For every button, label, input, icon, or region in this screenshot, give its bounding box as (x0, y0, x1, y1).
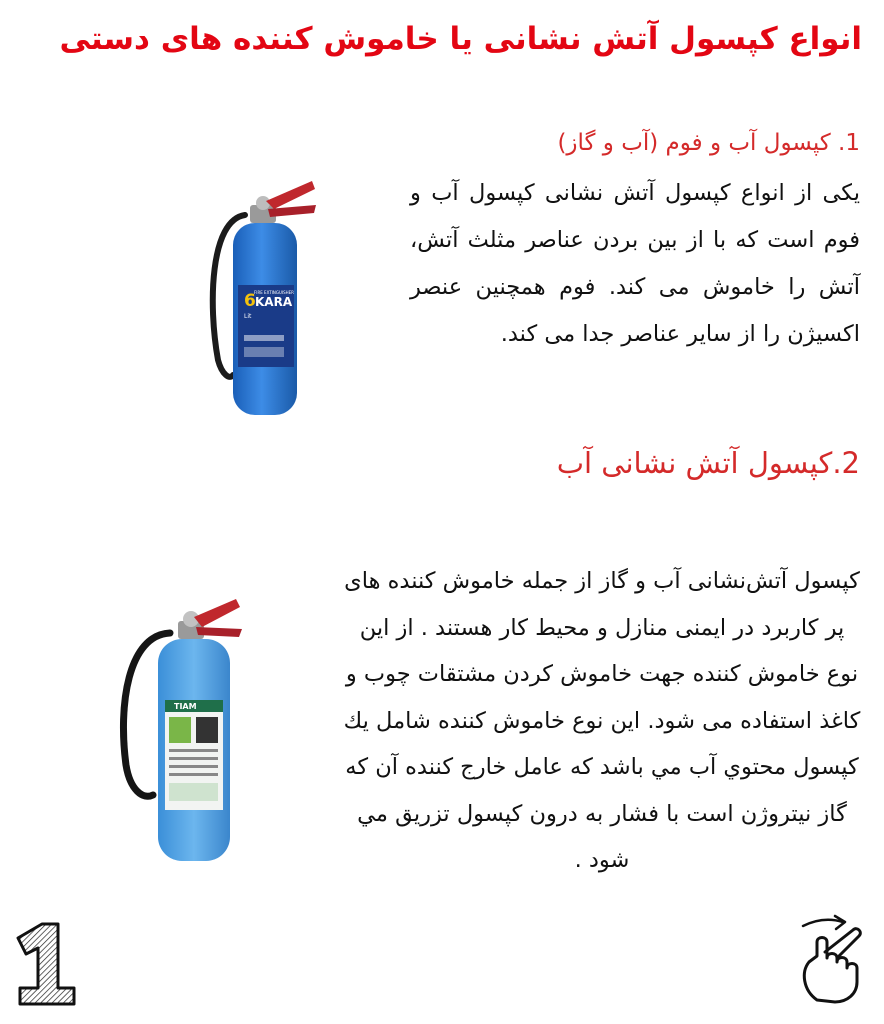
swipe-hand-icon (795, 912, 870, 1007)
label-top-text: FIRE EXTINGUISHER (254, 290, 294, 295)
capacity-number: 6 (244, 291, 256, 311)
svg-text:1: 1 (47, 978, 48, 979)
brand-label-2: TIAM (174, 702, 197, 711)
fire-extinguisher-image-2 (108, 595, 258, 870)
section1-body: یکی از انواع کپسول آتش نشانی کپسول آب و فوم است که با از بین بردن عناصر مثلث آتش، آتش را خاموش می کند. فوم همچنین عنصر اکسیژن را از سایر عناصر جدا می کند. (410, 180, 860, 347)
fire-extinguisher-image-1 (200, 175, 330, 425)
unit-label: Lit (244, 313, 252, 320)
page-number (12, 918, 82, 1008)
page-title: انواع کپسول آتش نشانی یا خاموش کننده های دستی (59, 21, 862, 57)
section1-heading: 1. کپسول آب و فوم (آب و گاز) (557, 130, 860, 156)
section2-body: کپسول آتش‌نشانی آب و گاز از جمله خاموش کننده های پر کاربرد در ایمنی منازل و محیط کار هستند . از این نوع خاموش کننده جهت خاموش کردن مشتقات چوب و کاغذ استفاده می شود. این نوع خاموش کننده شامل يك کپسول محتوي آب مي باشد که عامل خارج کننده آن که گاز نیتروژن است با فشار به درون کپسول تزریق مي شود . (343, 568, 861, 873)
section2-heading: 2.کپسول آتش نشانی آب (556, 446, 860, 480)
brand-label: KARA (255, 295, 293, 309)
